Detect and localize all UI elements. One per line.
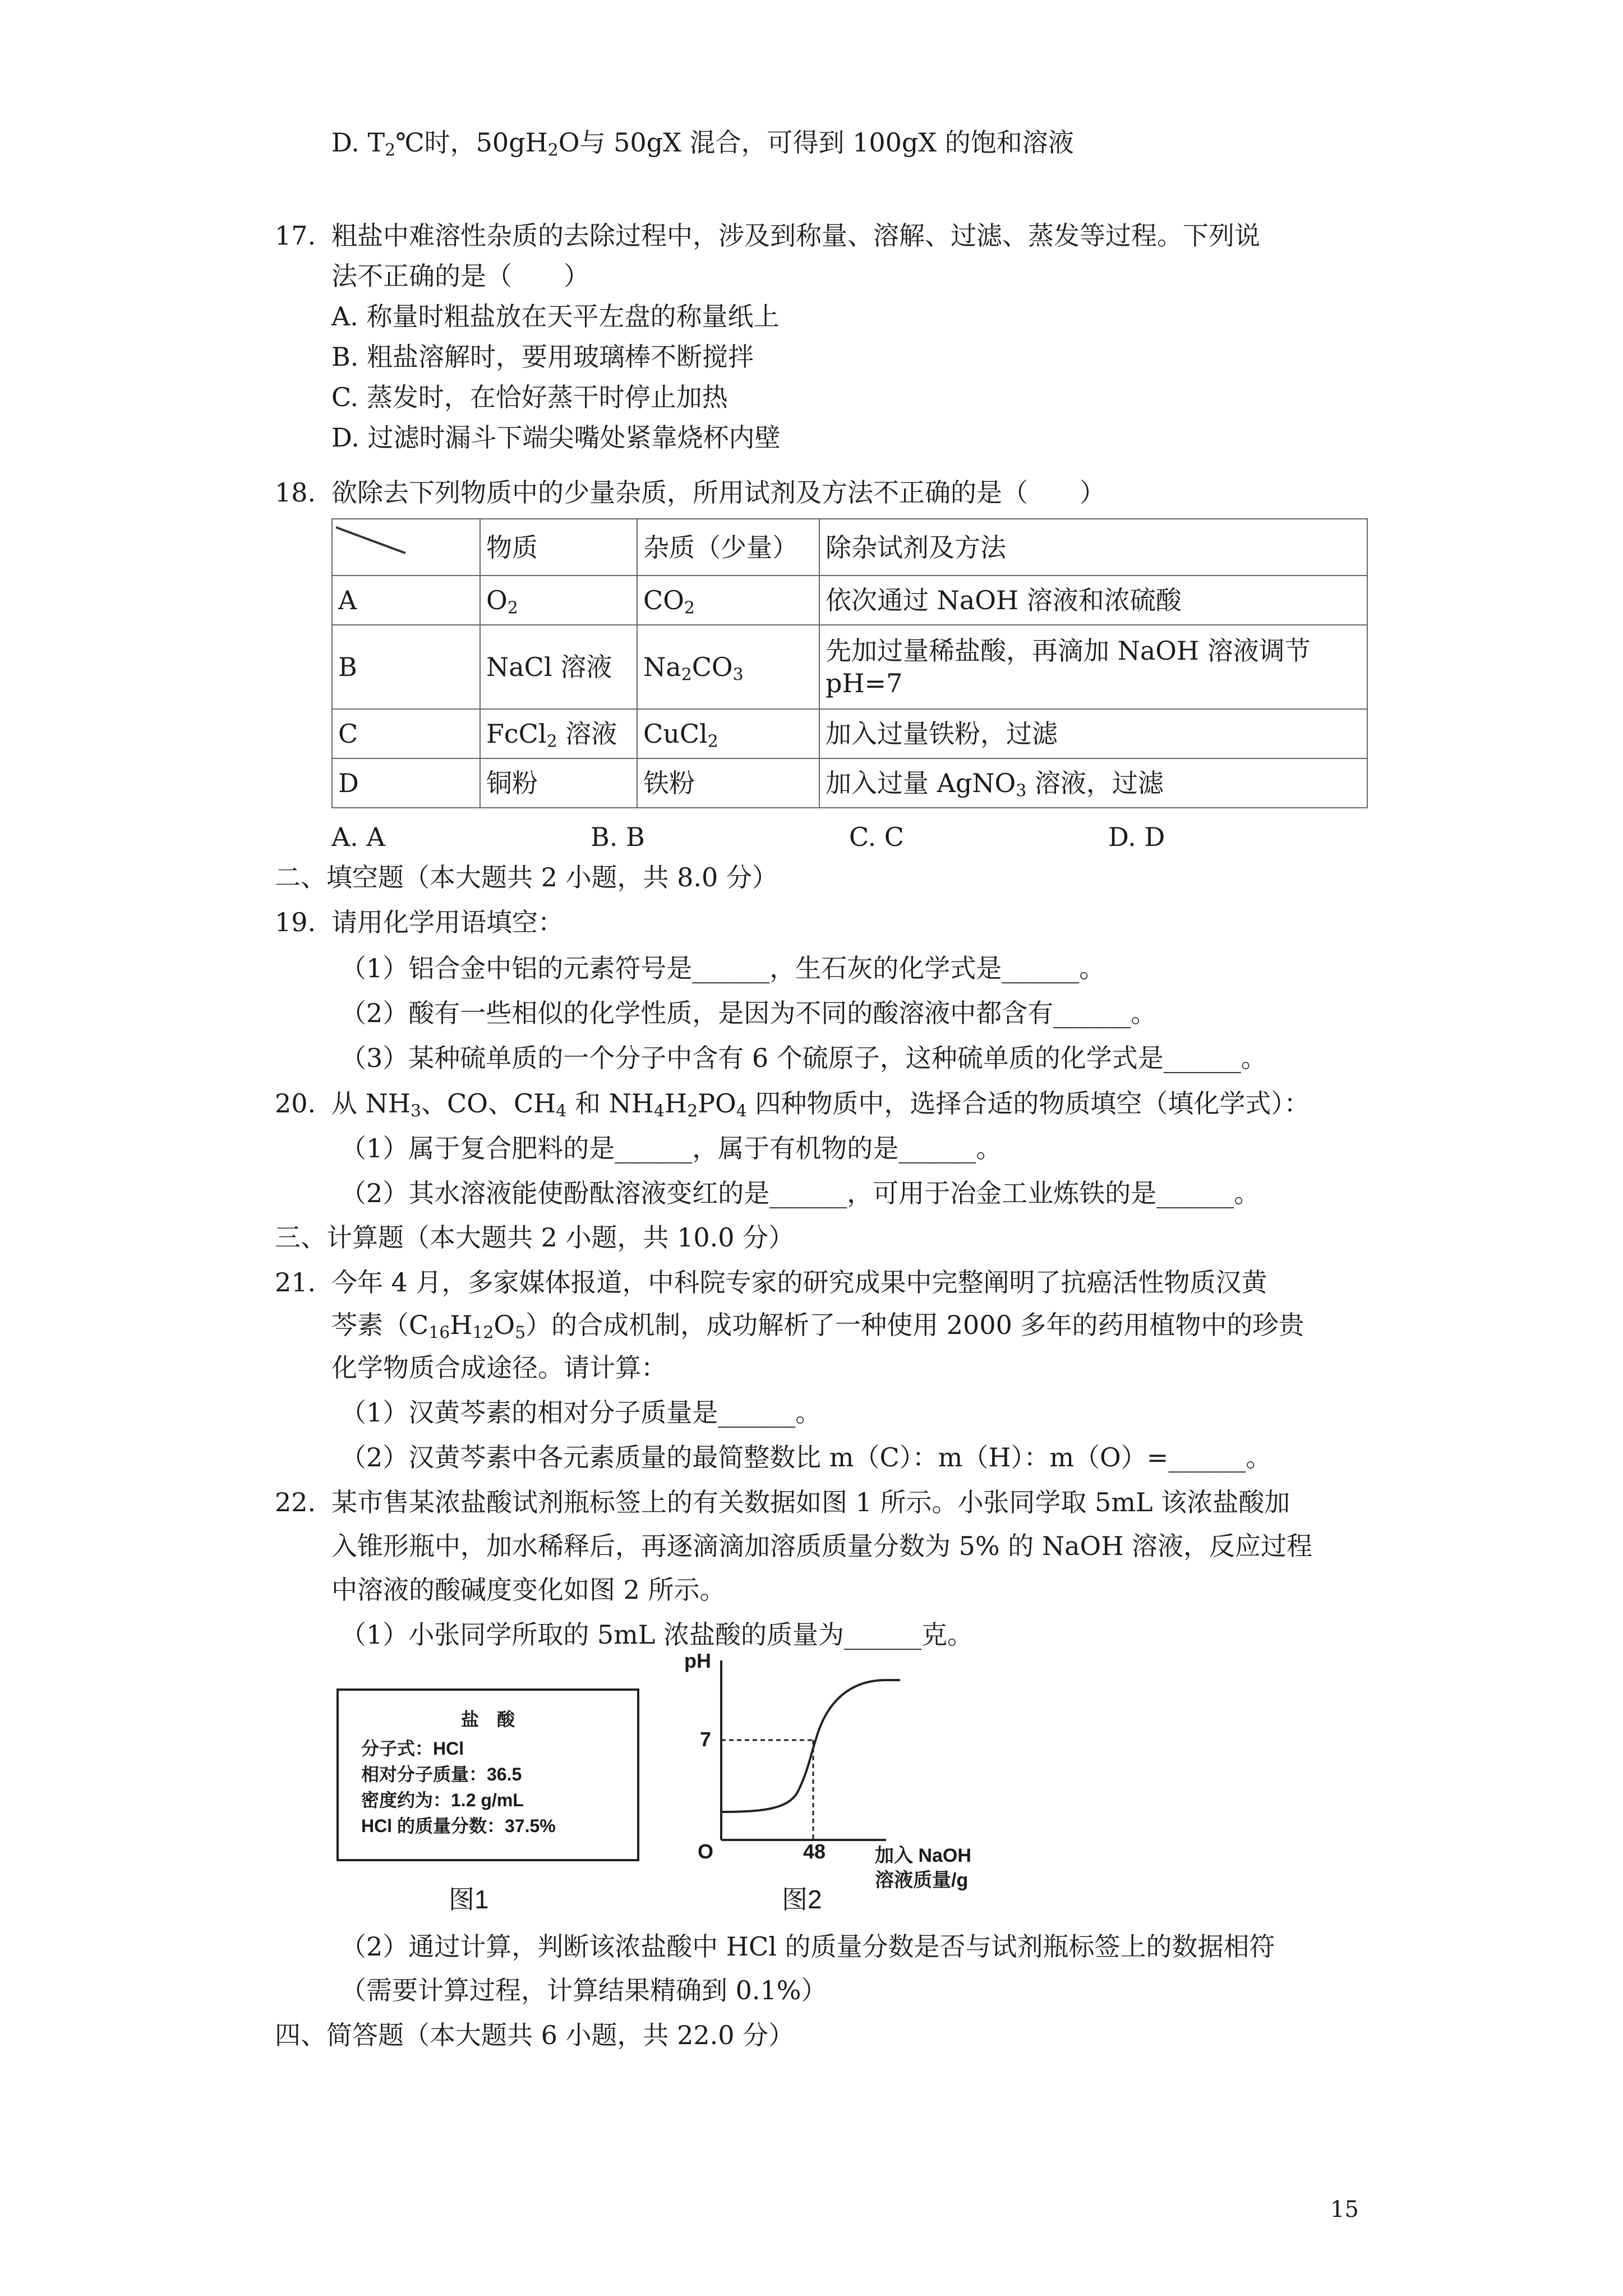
x-tick-48: 48 — [803, 1840, 826, 1863]
section-3-heading: 三、计算题（本大题共 2 小题，共 10.0 分） — [275, 1222, 795, 1253]
q20-line1: （1）属于复合肥料的是______，属于有机物的是______。 — [340, 1133, 1002, 1163]
row-impurity: $CO_2$ — [637, 576, 819, 625]
page-number: 15 — [1330, 2197, 1359, 2223]
q17-option-c: C. 蒸发时，在恰好蒸干时停止加热 — [331, 382, 728, 412]
origin-label: O — [698, 1840, 714, 1863]
q18-answer-b: B. B — [591, 822, 645, 852]
table-header-row — [332, 519, 1367, 576]
header-method: 除杂试剂及方法 — [819, 519, 1367, 576]
q19-line2: （2）酸有一些相似的化学性质，是因为不同的酸溶液中都含有______。 — [340, 998, 1157, 1028]
q17-stem-line2: 法不正确的是（ ） — [331, 261, 589, 291]
x-axis-label-line1: 加入 NaOH — [875, 1845, 971, 1866]
q19-number: 19. — [275, 907, 316, 937]
label-molar-mass: 相对分子质量：36.5 — [361, 1764, 522, 1784]
q17-option-b: B. 粗盐溶解时，要用玻璃棒不断搅拌 — [331, 342, 754, 372]
q16-option-d: D. $T_2℃$时，$50gH_2O$与 50gX 混合，可得到 100gX 的饱和溶液 — [331, 127, 1074, 160]
q21-line4: （1）汉黄芩素的相对分子质量是______。 — [340, 1397, 822, 1428]
row-impurity: $Na_2CO_3$ — [637, 625, 819, 709]
q22-line4: （1）小张同学所取的 5mL 浓盐酸的质量为______克。 — [340, 1619, 973, 1650]
y-axis-label: pH — [684, 1649, 711, 1672]
q18-table — [331, 518, 1368, 808]
q21-line5: （2）汉黄芩素中各元素质量的最简整数比 m（C）：m（H）：m（O）=______。 — [340, 1442, 1272, 1473]
q18-answer-c: C. C — [849, 822, 904, 852]
row-label: B — [332, 625, 480, 709]
q20-line2: （2）其水溶液能使酚酞溶液变红的是______，可用于冶金工业炼铁的是______。 — [340, 1178, 1260, 1208]
section-4-heading: 四、简答题（本大题共 6 小题，共 22.0 分） — [275, 2020, 795, 2050]
q22-line5: （2）通过计算，判断该浓盐酸中 HCl 的质量分数是否与试剂瓶标签上的数据相符 — [340, 1931, 1275, 1962]
q19-line3: （3）某种硫单质的一个分子中含有 6 个硫原子，这种硫单质的化学式是______。 — [340, 1043, 1267, 1073]
row-method: 先加过量稀盐酸，再滴加 NaOH 溶液调节 pH=7 — [819, 625, 1367, 709]
row-label: C — [332, 709, 480, 758]
q20-stem: 从 $NH_3$、CO、$CH_4$ 和 $NH_4H_2PO_4$ 四种物质中，选择合适的物质填空（填化学式）： — [331, 1088, 1310, 1121]
q17-stem-line1: 粗盐中难溶性杂质的去除过程中，涉及到称量、溶解、过滤、蒸发等过程。下列说 — [331, 220, 1260, 251]
figure-2-ph-graph — [673, 1649, 1021, 1918]
reagent-label-box — [336, 1688, 639, 1861]
table-row — [332, 625, 1367, 709]
label-density: 密度约为：1.2 g/mL — [361, 1790, 524, 1810]
q20-number: 20. — [275, 1088, 316, 1119]
table-row — [332, 709, 1367, 758]
q19-line1: （1）铝合金中铝的元素符号是______，生石灰的化学式是______。 — [340, 953, 1105, 983]
row-method: 加入过量 AgNO$_3$ 溶液，过滤 — [819, 758, 1367, 808]
label-formula: 分子式：HCl — [361, 1738, 464, 1759]
row-substance: FcCl$_2$ 溶液 — [480, 709, 637, 758]
row-substance: $O_2$ — [480, 576, 637, 625]
table-row — [332, 576, 1367, 625]
figure-1-caption: 图1 — [449, 1885, 489, 1914]
q21-number: 21. — [275, 1267, 316, 1297]
figure-2-caption: 图2 — [782, 1885, 822, 1914]
header-impurity: 杂质（少量） — [637, 519, 819, 576]
q22-line1: 某市售某浓盐酸试剂瓶标签上的有关数据如图 1 所示。小张同学取 5mL 该浓盐酸加 — [331, 1487, 1290, 1517]
q17-number: 17. — [275, 220, 316, 251]
row-label: A — [332, 576, 480, 625]
table-row — [332, 758, 1367, 808]
q17-option-d: D. 过滤时漏斗下端尖嘴处紧靠烧杯内壁 — [331, 422, 781, 453]
q21-line1: 今年 4 月，多家媒体报道，中科院专家的研究成果中完整阐明了抗癌活性物质汉黄 — [331, 1267, 1267, 1297]
row-substance: 铜粉 — [480, 758, 637, 808]
header-substance: 物质 — [480, 519, 637, 576]
q19-stem: 请用化学用语填空： — [331, 907, 564, 937]
q17-option-a: A. 称量时粗盐放在天平左盘的称量纸上 — [331, 301, 780, 332]
label-mass-fraction: HCl 的质量分数：37.5% — [361, 1816, 556, 1836]
row-impurity: 铁粉 — [637, 758, 819, 808]
q22-line3: 中溶液的酸碱度变化如图 2 所示。 — [331, 1575, 726, 1605]
q22-line6: （需要计算过程，计算结果精确到 0.1%） — [340, 1975, 827, 2005]
label-title: 盐 酸 — [460, 1709, 515, 1729]
row-impurity: CuCl$_2$ — [637, 709, 819, 758]
q22-line2: 入锥形瓶中，加水稀释后，再逐滴滴加溶质质量分数为 5% 的 NaOH 溶液，反应过程 — [331, 1531, 1312, 1561]
q22-number: 22. — [275, 1487, 316, 1517]
q18-answer-d: D. D — [1108, 822, 1165, 852]
row-label: D — [332, 758, 480, 808]
row-method: 依次通过 NaOH 溶液和浓硫酸 — [819, 576, 1367, 625]
row-method: 加入过量铁粉，过滤 — [819, 709, 1367, 758]
q21-line2: 芩素$(C_{16}H_{12}O_5)$的合成机制，成功解析了一种使用 2000 多年的药用植物中的珍贵 — [331, 1310, 1304, 1343]
q18-stem: 欲除去下列物质中的少量杂质，所用试剂及方法不正确的是（ ） — [331, 477, 1105, 508]
section-2-heading: 二、填空题（本大题共 2 小题，共 8.0 分） — [275, 862, 778, 892]
diagonal-slash-icon — [333, 519, 479, 568]
x-axis-label-line2: 溶液质量/g — [875, 1870, 969, 1891]
q18-number: 18. — [275, 477, 316, 508]
row-substance: NaCl 溶液 — [480, 625, 637, 709]
q18-answer-a: A. A — [331, 822, 385, 852]
y-tick-7: 7 — [700, 1728, 712, 1751]
figure-1-label — [336, 1688, 639, 1913]
q21-line3: 化学物质合成途径。请计算： — [331, 1352, 667, 1383]
table-corner-cell — [332, 519, 480, 576]
